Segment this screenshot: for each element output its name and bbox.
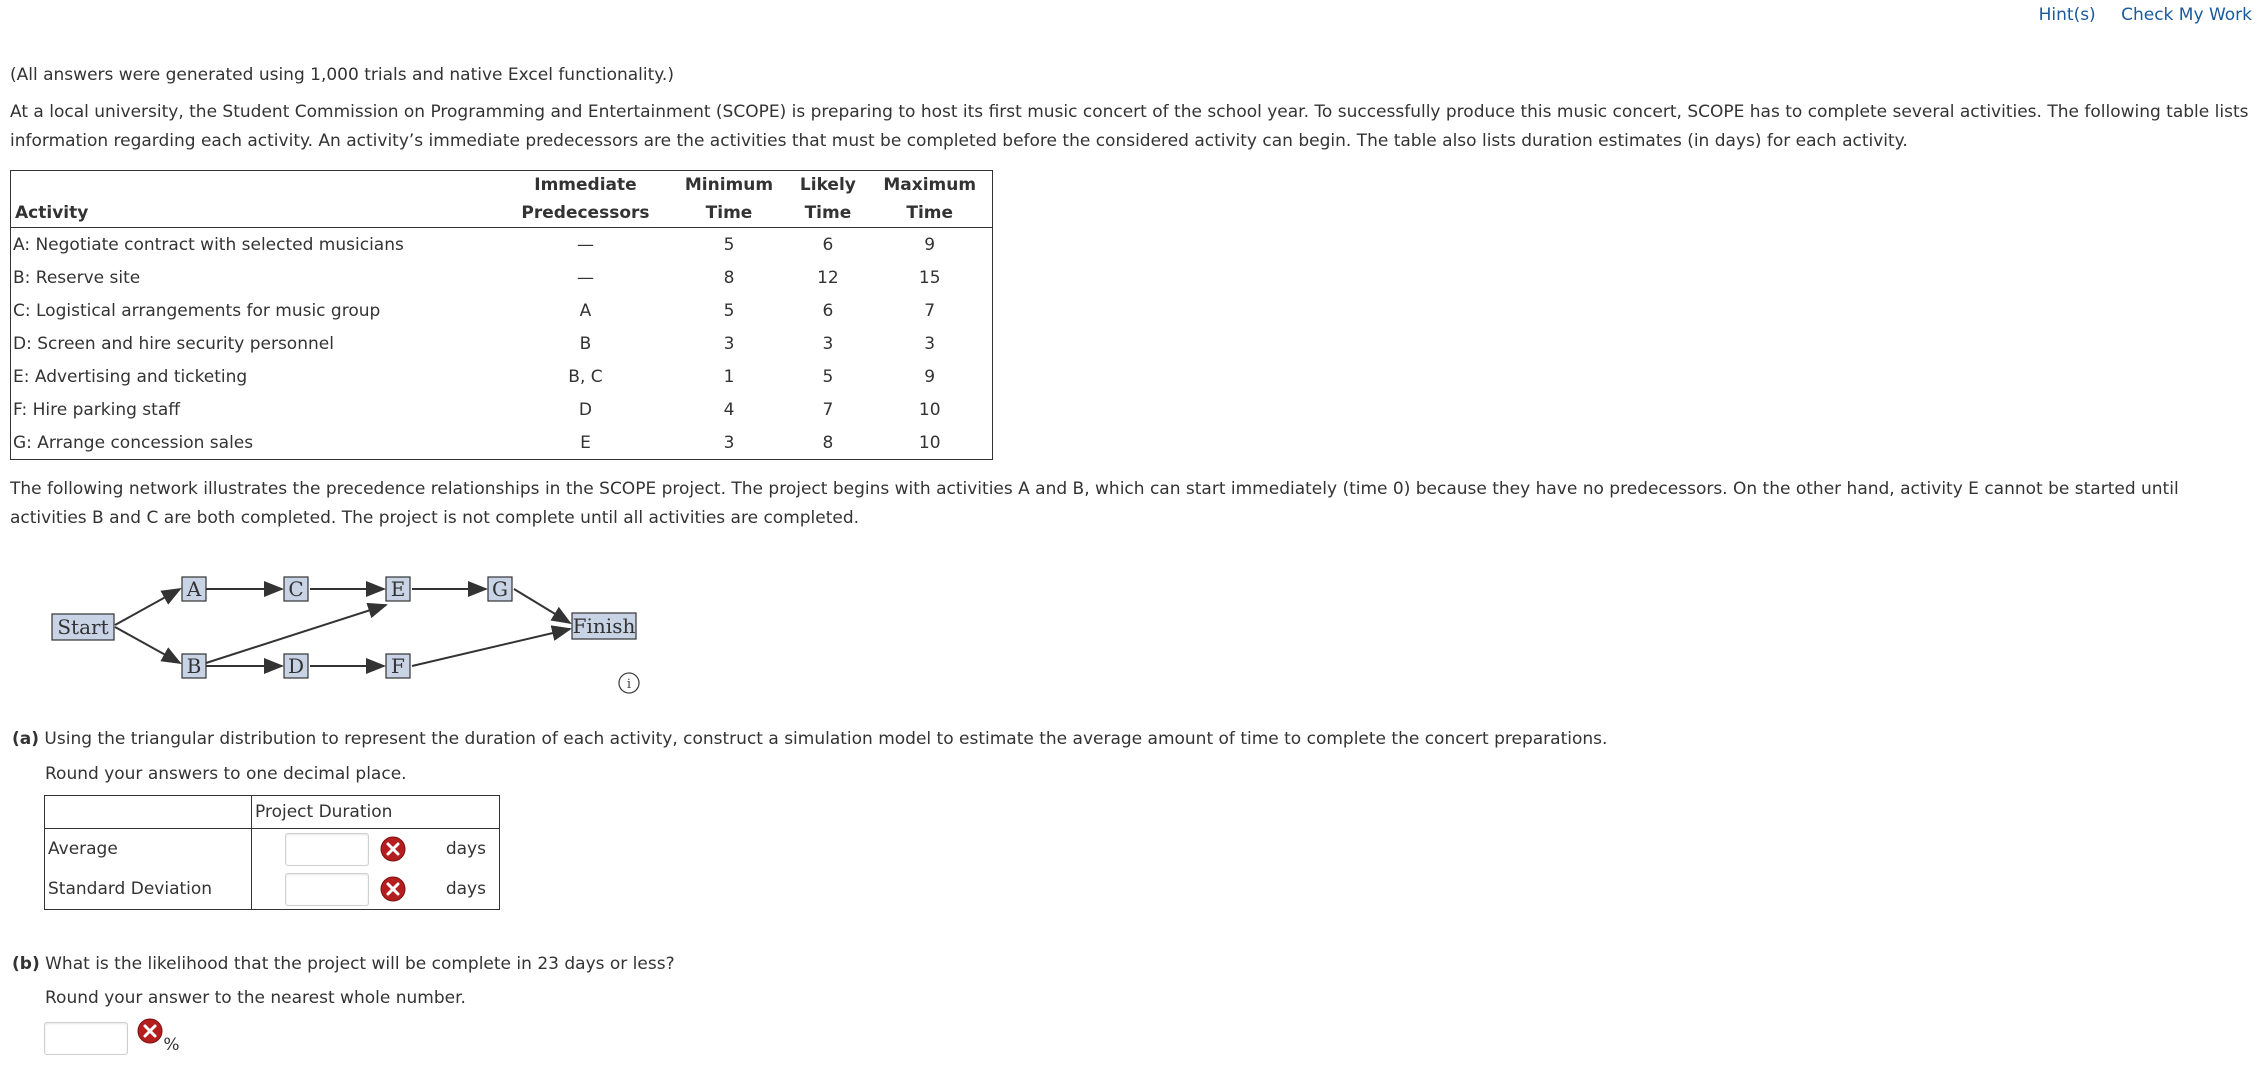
activity-predecessors: — — [576, 267, 594, 288]
average-input[interactable] — [285, 833, 369, 866]
activity-min-time: 4 — [723, 399, 735, 420]
node-e-label: E — [390, 577, 406, 601]
trials-note: (All answers were generated using 1,000 trials and native Excel functionality.) — [10, 65, 674, 85]
header-likely-1: Likely — [799, 175, 856, 195]
answer-header-blank — [45, 796, 252, 829]
part-b-label: (b) — [12, 954, 40, 974]
answer-row-average — [45, 829, 500, 870]
activity-predecessors: B — [579, 333, 592, 354]
activity-min-time: 3 — [723, 432, 735, 453]
table-row — [11, 426, 993, 460]
node-start — [52, 614, 114, 640]
header-likely-2: Time — [788, 199, 867, 228]
answer-header-row — [45, 796, 500, 829]
activity-name: D: Screen and hire security personnel — [13, 333, 334, 354]
answer-row-stddev — [45, 869, 500, 910]
info-icon-glyph: i — [626, 677, 632, 692]
node-c-label: C — [288, 577, 304, 601]
answer-col-header: Project Duration — [252, 796, 500, 829]
table-row — [11, 228, 993, 262]
node-f — [386, 654, 410, 678]
activity-name: A: Negotiate contract with selected musicians — [13, 234, 404, 255]
node-start-label: Start — [57, 615, 109, 639]
activity-predecessors: B, C — [568, 366, 603, 387]
stddev-unit: days — [445, 879, 486, 899]
table-row — [11, 393, 993, 426]
header-activity-top — [11, 171, 502, 200]
error-x-icon — [137, 1018, 163, 1044]
activity-likely-time: 7 — [822, 399, 834, 420]
header-max-1: Maximum — [883, 175, 977, 195]
network-paragraph: The following network illustrates the precedence relationships in the SCOPE project. The project begins with activities A and B, which can start immediately (time 0) because they have no predecessors. On the other hand, activity E cannot be started until activities B and C are both completed. The project is not complete until all activities are completed. — [10, 479, 2179, 528]
node-c — [284, 577, 308, 601]
average-cell — [252, 829, 500, 870]
node-d — [284, 654, 308, 678]
activity-likely-time: 6 — [822, 300, 834, 321]
percent-unit: % — [163, 1035, 180, 1055]
activity-max-time: 3 — [924, 333, 936, 354]
node-a-label: A — [186, 577, 202, 601]
activity-likely-time: 3 — [822, 333, 834, 354]
activity-max-time: 10 — [918, 432, 941, 453]
info-icon[interactable] — [619, 673, 639, 693]
edge-start-a — [115, 589, 180, 625]
node-g — [488, 577, 512, 601]
stddev-label: Standard Deviation — [45, 869, 252, 910]
activity-predecessors: E — [580, 432, 591, 453]
stddev-input[interactable] — [285, 873, 369, 906]
activity-predecessors: — — [576, 234, 594, 255]
node-e — [386, 577, 410, 601]
error-x-icon — [380, 876, 406, 902]
edge-start-b — [115, 627, 180, 663]
node-g-label: G — [492, 577, 508, 601]
header-min-1: Minimum — [684, 175, 774, 195]
part-b-answer — [44, 1022, 180, 1055]
activity-likely-time: 6 — [822, 234, 834, 255]
hints-link[interactable]: Hint(s) — [2038, 5, 2096, 25]
average-unit: days — [445, 839, 486, 859]
header-max-2: Time — [867, 199, 992, 228]
activity-min-time: 8 — [723, 267, 735, 288]
table-header-row-2 — [11, 199, 993, 228]
activity-likely-time: 8 — [822, 432, 834, 453]
activity-max-time: 7 — [924, 300, 936, 321]
part-a-round-instruction: Round your answers to one decimal place. — [45, 764, 407, 784]
header-min-2: Time — [670, 199, 789, 228]
header-pred-2: Predecessors — [501, 199, 669, 228]
activity-table — [10, 170, 993, 460]
table-header-row-1 — [11, 171, 993, 200]
node-finish — [572, 613, 636, 639]
activity-min-time: 5 — [723, 234, 735, 255]
error-x-icon — [380, 836, 406, 862]
edge-g-finish — [514, 589, 570, 623]
precedence-network-diagram — [40, 565, 680, 705]
likelihood-input[interactable] — [44, 1022, 128, 1055]
activity-min-time: 5 — [723, 300, 735, 321]
part-a-text: Using the triangular distribution to represent the duration of each activity, construct a simulation model to estimate the average amount of time to complete the concert preparations. — [44, 729, 1608, 749]
top-links — [2019, 5, 2252, 25]
activity-name: B: Reserve site — [13, 267, 141, 288]
node-f-label: F — [391, 654, 405, 678]
intro-paragraph: At a local university, the Student Commission on Programming and Entertainment (SCOPE) is preparing to host its first music concert of the school year. To successfully produce this music concert, SCOPE has to complete several activities. The following table lists information regarding each activity. An activity’s immediate predecessors are the activities that must be completed before the considered activity can begin. The table also lists duration estimates (in days) for each activity. — [10, 102, 2249, 151]
activity-likely-time: 12 — [817, 267, 839, 288]
activity-name: F: Hire parking staff — [13, 399, 180, 420]
activity-predecessors: D — [578, 399, 593, 420]
edge-f-finish — [412, 629, 570, 666]
activity-max-time: 9 — [924, 366, 936, 387]
part-b-round-instruction: Round your answer to the nearest whole number. — [45, 988, 466, 1008]
node-b — [182, 654, 206, 678]
node-a — [182, 577, 206, 601]
header-activity: Activity — [11, 199, 502, 228]
activity-min-time: 3 — [723, 333, 735, 354]
activity-min-time: 1 — [723, 366, 735, 387]
part-a-question — [12, 729, 1607, 749]
node-d-label: D — [287, 654, 305, 678]
activity-max-time: 15 — [918, 267, 941, 288]
node-finish-label: Finish — [572, 614, 636, 638]
table-row — [11, 327, 993, 360]
header-pred-1: Immediate — [534, 175, 637, 195]
average-label: Average — [45, 829, 252, 870]
part-b-text: What is the likelihood that the project will be complete in 23 days or less? — [45, 954, 675, 974]
part-a-label: (a) — [12, 729, 40, 749]
activity-likely-time: 5 — [822, 366, 834, 387]
activity-max-time: 9 — [924, 234, 936, 255]
node-b-label: B — [186, 654, 202, 678]
activity-predecessors: A — [579, 300, 592, 321]
check-my-work-link[interactable]: Check My Work — [2121, 5, 2252, 25]
activity-max-time: 10 — [918, 399, 941, 420]
answer-table — [44, 795, 500, 910]
table-row — [11, 261, 993, 294]
part-b-question — [12, 954, 675, 974]
table-row — [11, 360, 993, 393]
activity-name: C: Logistical arrangements for music group — [13, 300, 381, 321]
activity-name: E: Advertising and ticketing — [13, 366, 248, 387]
table-row — [11, 294, 993, 327]
activity-name: G: Arrange concession sales — [13, 432, 254, 453]
stddev-cell — [252, 869, 500, 910]
